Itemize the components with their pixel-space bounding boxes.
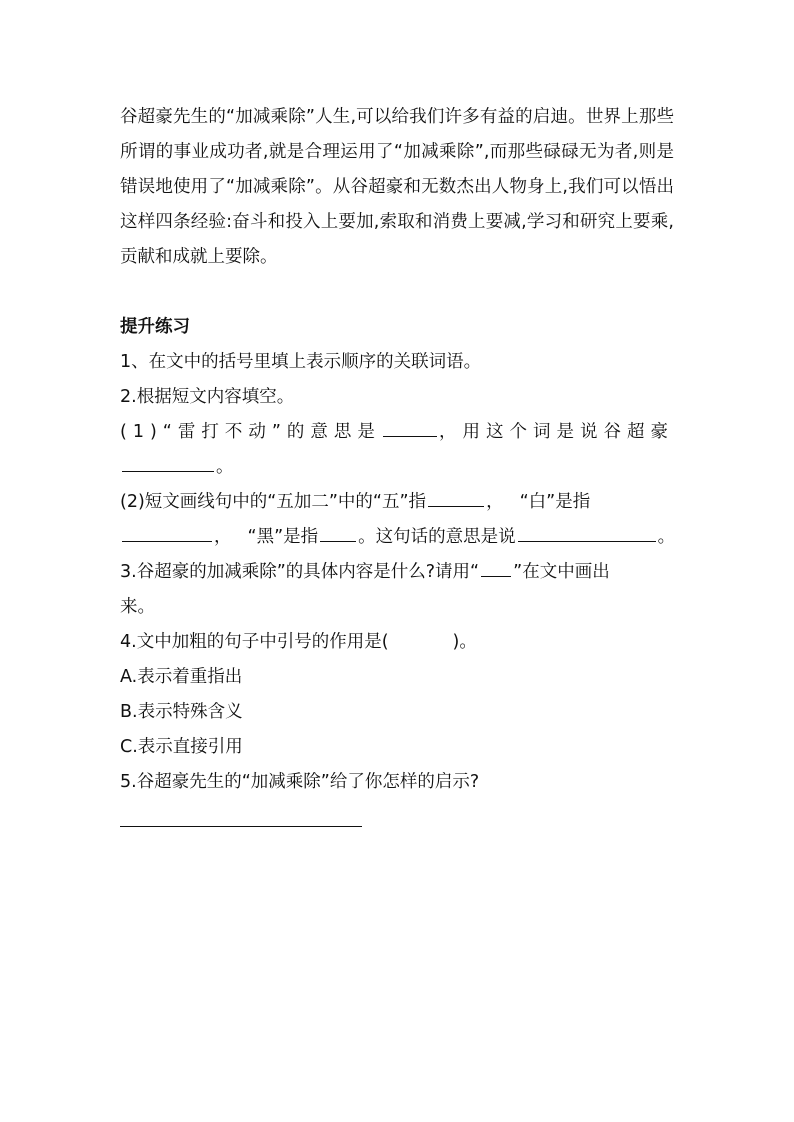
question-2-1 xyxy=(120,415,674,450)
question-2-2-line2 xyxy=(120,520,674,555)
question-4-suffix: )。 xyxy=(452,632,477,652)
question-2-1-middle: ，用这个词是说谷超豪 xyxy=(439,422,674,442)
passage-paragraph: 谷超豪先生的“加减乘除”人生,可以给我们许多有益的启迪。世界上那些所谓的事业成功者,就是合理运用了“加减乘除”,而那些碌碌无为者,则是错误地使用了“加减乘除”。从谷超豪和无数杰出人物身上,我们可以悟出这样四条经验:奋斗和投入上要加,索取和消费上要减,学习和研究上要乘,贡献和成就上要除。 xyxy=(120,107,674,267)
question-2-2-part6: 。这句话的意思是说 xyxy=(358,527,516,547)
question-1: 1、在文中的括号里填上表示顺序的关联词语。 xyxy=(120,352,482,372)
question-4 xyxy=(120,625,674,660)
question-2-2-part2: ， xyxy=(486,492,504,512)
question-2-2-part4: ， xyxy=(214,527,232,547)
answer-blank[interactable] xyxy=(383,417,437,437)
document-content xyxy=(120,100,674,827)
answer-blank[interactable] xyxy=(428,487,484,507)
answer-blank[interactable] xyxy=(122,522,212,542)
answer-blank[interactable] xyxy=(320,522,356,542)
section-title: 提升练习 xyxy=(120,317,190,337)
answer-blank[interactable] xyxy=(518,522,656,542)
question-4-prefix: 4.文中加粗的句子中引号的作用是( xyxy=(120,632,389,652)
question-3 xyxy=(120,555,674,590)
question-3-prefix: 3.谷超豪的加减乘除”的具体内容是什么?请用“ xyxy=(120,562,480,582)
question-2-1-line2 xyxy=(120,450,674,485)
question-2-2-part5: “黑”是指 xyxy=(247,527,319,547)
question-2-1-prefix: (1)“雷打不动”的意思是 xyxy=(120,422,381,442)
question-3-suffix: ”在文中画出 xyxy=(513,562,610,582)
question-3-line2: 来。 xyxy=(120,597,155,617)
question-5: 5.谷超豪先生的“加减乘除”给了你怎样的启示? xyxy=(120,772,480,792)
answer-blank[interactable] xyxy=(481,557,511,577)
answer-line[interactable] xyxy=(120,800,362,827)
question-2-1-end: 。 xyxy=(216,457,234,477)
answer-blank[interactable] xyxy=(122,452,214,472)
question-2-2-part1: (2)短文画线句中的“五加二”中的“五”指 xyxy=(120,492,427,512)
option-b[interactable]: B.表示特殊含义 xyxy=(120,702,243,722)
question-2-2-part3: “白”是指 xyxy=(519,492,591,512)
question-2-2 xyxy=(120,485,674,520)
option-c[interactable]: C.表示直接引用 xyxy=(120,737,243,757)
question-2-2-part7: 。 xyxy=(657,527,676,547)
question-2: 2.根据短文内容填空。 xyxy=(120,387,295,407)
option-a[interactable]: A.表示着重指出 xyxy=(120,667,243,687)
